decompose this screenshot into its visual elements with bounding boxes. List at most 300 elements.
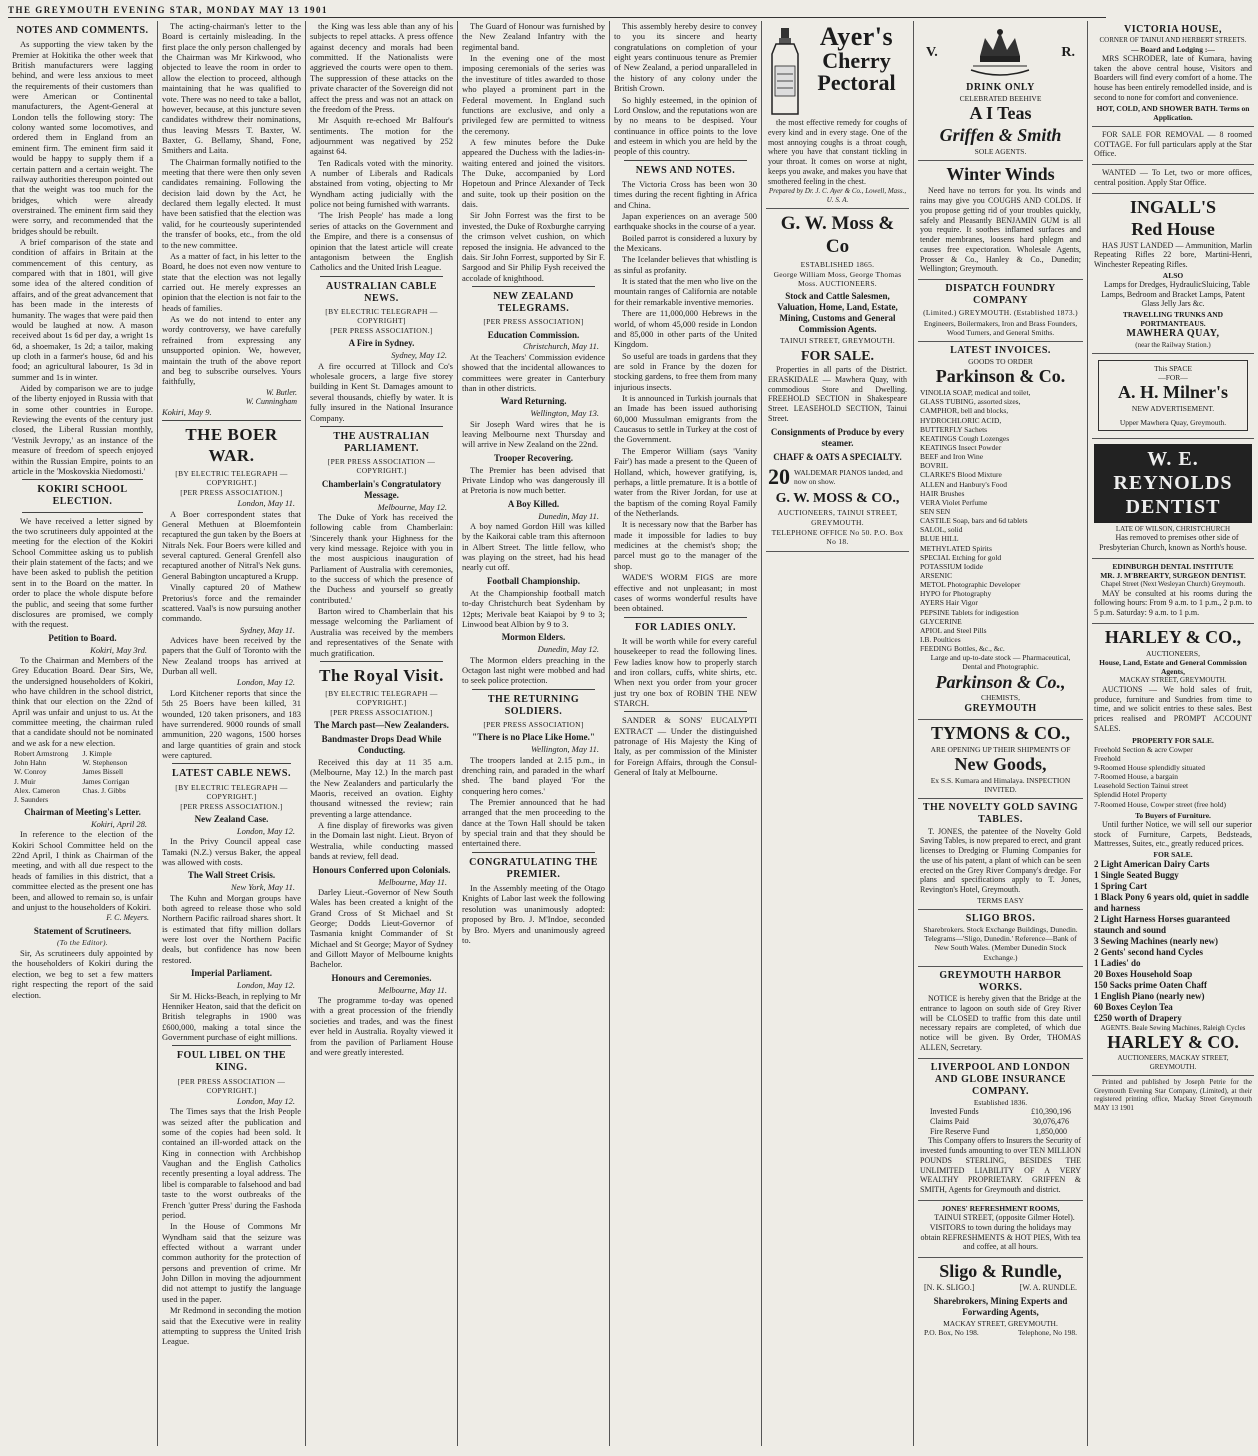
acting-signature: W. Butler. [265, 387, 297, 397]
trunks-line: TRAVELLING TRUNKS AND PORTMANTEAUS. [1122, 310, 1224, 329]
moss-services: Stock and Cattle Salesmen, Valuation, Home, Land, Estate, Mining, Customs and General Commission Agents. [777, 291, 898, 334]
milner-sub: NEW ADVERTISEMENT. [1131, 404, 1215, 414]
soldiers-sub: [PER PRESS ASSOCIATION] [483, 720, 584, 730]
nz-case-heading: New Zealand Case. [194, 813, 269, 824]
drink-only: DRINK ONLY [966, 82, 1035, 93]
libel-paragraph: In the House of Commons Mr Wyndham said that the seizure was effected without a warrant under common authority for the protection of persons and prevention of crime. Mr John Dillon in moving the adjournment did not attempt to justify the language used in the paper. [162, 1221, 301, 1304]
reynolds-title: W. E. REYNOLDS DENTIST [1094, 444, 1252, 523]
drug-item: CASTILE Soap, bars and 6d tablets [920, 516, 1028, 526]
drug-item: KEATINGS Cough Lozenges [920, 433, 1010, 443]
for-sale-item: 3 Sewing Machines (nearly new) [1094, 936, 1218, 947]
for-sale-item: 2 Gents' second hand Cycles [1094, 947, 1204, 958]
for-sale-item: 60 Boxes Ceylon Tea [1094, 1001, 1173, 1012]
property-item: 7-Roomed House, a bargain [1094, 772, 1179, 782]
boer-paragraph: A Boer correspondent states that General Methuen at Bloemfontein recaptured the gun taken by the Boers at Nitrals Nek. Four Boers were killed and several captured. General Grenfell also recaptured another of Nitral's Nek guns. General Babington uncaptured a Krupp. [162, 508, 301, 581]
winter-title: Winter Winds [946, 164, 1055, 185]
liverpool-sub: Established 1836. [973, 1098, 1028, 1108]
sligo-name: [N. K. SLIGO.] [924, 1283, 975, 1293]
honours-dateline: Melbourne, May 11. [378, 876, 447, 887]
pianos-text: WALDEMAR PIANOS landed, and now on show. [794, 467, 903, 486]
ayer-title: Ayer's [819, 22, 894, 51]
chairman-heading: Chairman of Meeting's Letter. [24, 807, 141, 818]
pianos-count: 20 [768, 463, 790, 489]
drug-item: GLASS TUBING, assorted sizes, [920, 397, 1021, 407]
news-item: It is announced in Turkish journals that an Imade has been issued authorising 60,000 Mussulman emigrants from the Caucasus to settle in Turkey at the cost of the Government. [614, 393, 757, 445]
boer-paragraph: Lord Kitchener reports that since the 5th 25 Boers have been killed, 31 wounded, 120 taken prisoners, and 183 have surrendered. 9000 rounds of small ammunition, 220 wagons, 1500 horses and large quantities of grain and stock were captured. [162, 687, 301, 760]
signatory: James Bissell [82, 767, 124, 777]
victoria-title: VICTORIA HOUSE, [1124, 24, 1222, 35]
chairman-signature: F. C. Meyers. [106, 913, 149, 923]
scrutineers-heading: Statement of Scrutineers. [33, 925, 132, 936]
fire-paragraph: A fire occurred at Tillock and Co's wholesale grocers, a large five storey building in Kent St. Damages amount to several thousands, chiefly by water. It is fully insured in the National Insurance Company. [310, 360, 453, 423]
education-dateline: Christchurch, May 11. [522, 341, 599, 352]
sligo-sub: Sharebrokers. Stock Exchange Buildings, Dunedin. [923, 925, 1078, 935]
kokiri-heading: KOKIRI SCHOOL ELECTION. [37, 484, 128, 508]
reynolds-sub: LATE OF WILSON, CHRISTCHURCH [1115, 524, 1231, 533]
property-item: Leasehold Section Tainui street [1094, 781, 1189, 791]
property-item: Splendid Hotel Property [1094, 790, 1167, 800]
ayer-ad [766, 21, 909, 209]
news-item: There are 11,000,000 Hebrews in the world, of whom 45,000 reside in London and 85,000 in other parts of the United Kingdom. [614, 308, 757, 350]
soldiers-title: "There is no Place Like Home." [472, 732, 595, 743]
column-2 [158, 21, 306, 1446]
fund-label: Fire Reserve Fund [930, 1126, 990, 1136]
congrats-heading: CONGRATULATING THE PREMIER. [469, 856, 598, 880]
milner-location: Upper Mawhera Quay, Greymouth. [1119, 417, 1227, 427]
novelty-paragraph: T. JONES, the patentee of the Novelty Gold Saving Tables, is now prepared to erect, and grant licenses to Dredging or Fluming Companies for the use of his patent, a plant of which can be seen erected on the Grey River Company's dredge. For plans and specifications apply to T. Jones, Revington's Hotel, Greymouth. [920, 826, 1081, 894]
rundle-name: [W. A. RUNDLE. [1019, 1283, 1077, 1293]
notes-paragraph: A brief comparison of the state and condition of affairs in Britain at the commencement of this century, as compared with that in 1801, will give some idea of the altered condition of affairs, and of the great advancement that has been made in the interests of humanity. The wages that were paid then would be laughed at now. A mason received about 1s 6d per day, a wright 1s 6d, a shoemaker, 1s 2d; a tailor, making up cloth in a farmer's house, 6d and his food; an agricultural labourer, 1s 3d in summer and 1s in winter. [12, 237, 153, 382]
mormon-heading: Mormon Elders. [501, 632, 566, 643]
royal-paragraph: Received this day at 11 35 a.m. (Melbourne, May 12.) In the march past the New Zealanders and particularly the Maoris, received an ovation. Eighty thousand witnessed the review; rain preventing a large attendance. [310, 756, 453, 819]
sligo-title: SLIGO BROS. [965, 912, 1036, 924]
column-ads-moss [762, 21, 914, 1446]
news-item: The Victoria Cross has been won 30 times during the recent fighting in Africa and China. [614, 178, 757, 210]
news-notes-heading: NEWS AND NOTES. [635, 164, 736, 176]
column-3 [306, 21, 458, 1446]
drug-item: CLARKE'S Blood Mixture [920, 470, 1002, 480]
moss-names: George William Moss, George Thomas Moss. AUCTIONEERS. [773, 269, 902, 288]
chaff-line: CHAFF & OATS A SPECIALTY. [773, 451, 902, 462]
acting-paragraph: The acting-chairman's letter to the Board is certainly misleading. In the first place the only person challenged by the Chairman was Mr Kirkwood, who objected to leave the room in order to allow the election to proceed, although maintaining that he was qualified to vote. There was no need to take a ballot, however, because, at this juncture seven candidates withdrew their nominations, thus leaving Messrs T. Baxter, W. Baxter, G. Bellamy, Shand, Fone, Smithers and Laita. [162, 21, 301, 156]
wanted-paragraph: WANTED — To Let, two or more offices, central position. Apply Star Office. [1094, 168, 1252, 187]
moss-forsale-heading: FOR SALE. [800, 349, 875, 365]
liverpool-paragraph: This Company offers to Insurers the Security of invested funds amounting to over TEN MILLION POUNDS STERLING, BESIDES THE UNLIMITED LIABILITY OF A VERY WEALTHY PROPRIETARY. GRIFFEN & SMITH, Agents for Greymouth and district. [920, 1136, 1081, 1195]
divider [624, 160, 747, 161]
notes-paragraph: As supporting the view taken by the Premier at Hokitika the other week that British manufacturers were lagging behind, and were less anxious to meet the requirements of their customers than were American or Continental manufacturers, the Agent-General at London tells the following story: The colony wanted some locomotives, and ordered them in England from an eminent firm. The eminent firm said it would be happy to supply them if a certain pattern and a certain weight. The railway authorities thereupon pointed out that the weight was too much for the bridges, which were already overstrained. The eminent firm said they were sorry, and recommended that the bridges should be rebuilt. [12, 39, 153, 236]
divider [472, 689, 595, 690]
board-line: — Board and Lodging :— [1131, 44, 1215, 54]
march-heading: The March past—New Zealanders. [314, 720, 449, 731]
signatory: J. Muir [14, 776, 36, 786]
ladies-heading: FOR LADIES ONLY. [635, 621, 736, 633]
acting-paragraph: As a matter of fact, in his letter to the Board, he does not even now venture to state that the election was not legally carried out. He merely expresses an opinion that the election is not fair to the heads of families. [162, 250, 301, 313]
king-paragraph: the King was less able than any of his subjects to repel attacks. A press offence against decency and morals had been committed. If the Nationalists were aggrieved the courts were open to them. The suppression of these attacks on the private character of the Sovereign did not affect the press and was not an attack on the freedom of the Press. [310, 21, 453, 114]
reynolds-ad [1092, 439, 1254, 559]
drug-item: HYDROCHLORIC ACID, [920, 415, 1002, 425]
nz-telegrams-heading: NEW ZEALAND TELEGRAMS. [493, 290, 574, 315]
property-title: PROPERTY FOR SALE. [1132, 735, 1214, 745]
drug-item: ALLEN and Hanbury's Food [920, 479, 1007, 489]
signatory: W. Conroy [14, 767, 47, 777]
boer-paragraph: Advices have been received by the papers that the Gulf of Toronto with the New Zealand troops has arrived at Durban all well. [162, 635, 301, 677]
beehive-ad [918, 21, 1083, 161]
harley-title-2: HARLEY & CO. [1107, 1032, 1239, 1053]
imprint: Printed and published by Joseph Petrie for the Greymouth Evening Star Company, (Limited), at their registered printing office, Mackay Street Greymouth MAY 13 1901 [1094, 1078, 1252, 1112]
goods-to-order: GOODS TO ORDER [968, 357, 1033, 367]
royal-visit-heading: The Royal Visit. [319, 665, 444, 685]
divider [320, 661, 443, 662]
divider [472, 852, 595, 853]
trooper-heading: Trooper Recovering. [494, 452, 573, 463]
liverpool-title: LIVERPOOL AND LONDON AND GLOBE INSURANCE COMPANY. [930, 1061, 1071, 1097]
red-house-title: Red House [1131, 218, 1215, 239]
dispatch-services: Engineers, Boilermakers, Iron and Brass Founders, Wood Turners, and General Smiths. [923, 318, 1078, 337]
drug-item: POTASSIUM Iodide [920, 561, 983, 571]
football-heading: Football Championship. [486, 575, 581, 586]
wall-street-heading: The Wall Street Crisis. [187, 870, 276, 881]
ayer-paragraph: the most effective remedy for coughs of every kind and in every stage. One of the most annoying coughs is a throat cough, where you have that constant tickling in your throat. It comes on worse at night, keeps you awake, and makes you have that smothered feeling in the chest. [768, 118, 907, 186]
harbor-title: GREYMOUTH HARBOR WORKS. [939, 969, 1062, 993]
bottle-icon [768, 26, 802, 118]
for-sale-item: 150 Sacks prime Oaten Chaff [1094, 979, 1207, 990]
wanted-ad [1092, 165, 1254, 194]
column-6 [914, 21, 1088, 1446]
imperial-paragraph: Sir M. Hicks-Beach, in replying to Mr Henniker Heaton, said that the deficit on British telegraphs in 1900 was £600,000, making a total since the Government purchase of eight millions. [162, 990, 301, 1042]
for-sale-item: 2 Light American Dairy Carts [1094, 859, 1210, 870]
bandmaster-heading: Bandmaster Drops Dead While Conducting. [321, 734, 442, 755]
chairman-paragraph: In reference to the election of the Kokiri School Committee held on the 22nd April, I think as Chairman of the meeting, and with all due respect to the heads of families in this district, that a committee elected as the present one has been, and allowed to remain so, is unfair and unjust to the householders of Kokiri. [12, 829, 153, 912]
for-sale-item: 1 Spring Cart [1094, 881, 1148, 892]
signatory: John Hahn [14, 758, 47, 768]
rooms-ad [918, 1201, 1083, 1258]
ward-dateline: Wellington, May 13. [530, 408, 599, 419]
honours-paragraph: Darley Lieut.-Governor of New South Wales has been created a knight of the Grand Cross of St Michael and St George; Dodds Lieut-Governor of Tasmania knight Commander of St Michael and St George; Mayor of Sydney and Gillott Mayor of Melbourne knights Bachelor. [310, 886, 453, 970]
acting-signature: W. Cunningham [245, 397, 297, 407]
signatories [12, 749, 153, 804]
for-sale-item: 20 Boxes Household Soap [1094, 968, 1193, 979]
sligo-ad [918, 910, 1083, 967]
mcbrearty-title: MR. J. M'BREARTY, SURGEON DENTIST. [1100, 571, 1246, 581]
premier-paragraph: This assembly hereby desire to convey to you its sincere and hearty congratulations on completion of your eight years continuous tenure as Premier of New Zealand, a period unparalleled in the history of any colony under the British Crown. [614, 21, 757, 94]
harbor-ad [918, 967, 1083, 1059]
cable-sub: [PER PRESS ASSOCIATION.] [180, 801, 283, 811]
news-item: It is stated that the men who live on the mountain ranges of California are notable for their remarkable inventive memories. [614, 276, 757, 307]
vr-right: R. [1061, 45, 1075, 61]
pianos-line [768, 464, 907, 491]
guard-paragraph: The Guard of Honour was furnished by the New Zealand Infantry with the regimental band. [462, 21, 605, 52]
divider [172, 763, 291, 764]
drug-item: BOVRIL [920, 461, 948, 471]
signatory: J. Saunders [14, 794, 49, 804]
drug-item: HAIR Brushes [920, 488, 965, 498]
for-sale-item: 1 Ladies' do [1094, 958, 1141, 968]
terms-easy: TERMS EASY [977, 895, 1024, 905]
boy-killed-heading: A Boy Killed. [507, 498, 560, 509]
moss-ad [766, 209, 909, 552]
parliament-sub: [PER PRESS ASSOCIATION — COPYRIGHT.] [327, 457, 436, 476]
moss-footer-sub: AUCTIONEERS, TAINUI STREET, GREYMOUTH. [777, 508, 898, 527]
cherry-title: Cherry Pectoral [817, 48, 896, 95]
divider [22, 479, 143, 480]
football-paragraph: At the Championship football match to-day Christchurch beat Sydenham by 12pts; Merivale beat Kaiapoi by 9 to 3; Linwood beat Albion by 9 to 3. [462, 587, 605, 629]
property-list [1094, 745, 1252, 809]
mcbrearty-ad [1092, 559, 1254, 624]
libel-paragraph: The Times says that the Irish People was seized after the publication and some of the copies had been sold. It contained an ill-worded attack on the King in connection with Archbishop Vaughan and the English Catholics recently presenting a loyal address. The libel is comparable to falsehood and bad taste to the worst outbreaks of the French 'gutter Press' during the Fashoda period. [162, 1106, 301, 1220]
drug-item: FEEDING Bottles, &c., &c. [920, 644, 1005, 654]
fire-dateline: Sydney, May 12. [391, 350, 447, 361]
reynolds-paragraph: Has removed to premises other side of Presbyterian Church, known as North's house. [1099, 533, 1247, 553]
wall-street-paragraph: The Kuhn and Morgan groups have both agreed to release those who sold Northern Pacific railroad shares short. It is estimated that fifty million dollars were lost over the Northern Pacific deals, but confidence has now been restored. [162, 892, 301, 965]
mcbrearty-paragraph: MAY be consulted at his rooms during the following hours: From 9 a.m. to 1 p.m., 2 p.m. to 5 p.m. Saturday: 9 a.m. to 1 p.m. [1094, 588, 1252, 618]
winter-ad [918, 161, 1083, 280]
education-paragraph: At the Teachers' Commission evidence showed that the incidental allowances to committees were greater in Canterbury than in other districts. [462, 351, 605, 393]
honours-heading: Honours Conferred upon Colonials. [312, 864, 451, 875]
mormon-paragraph: The Mormon elders preaching in the Octagon last night were mobbed and had to seek police protection. [462, 654, 605, 686]
acting-paragraph: The Chairman formally notified to the meeting that there were then only seven candidates remaining. Following the decision laid down by the Act, he declared them legally elected. It must have been satisfied that the election was valid, for he courteously superintended the transfer of books, etc., from the old to the new committee. [162, 156, 301, 250]
sligo-rundle-address: MACKAY STREET, GREYMOUTH. [943, 1318, 1058, 1328]
soldiers-paragraph: The troopers landed at 2.15 p.m., in drenching rain, and paraded in the wharf shed. The band played 'For the conquering hero comes.' [462, 754, 605, 796]
for-sale-title: FOR SALE. [1153, 850, 1193, 860]
for-sale-item: £250 worth of Drapery [1094, 1012, 1182, 1023]
drug-list [920, 388, 1081, 653]
fund-value: 30,076,476 [1033, 1116, 1069, 1126]
chemists-label: CHEMISTS, [981, 693, 1020, 703]
aus-cable-sub: [BY ELECTRIC TELEGRAPH — COPYRIGHT] [325, 307, 438, 326]
drug-item: METOL Photographic Developer [920, 580, 1021, 590]
sale-removal-ad [1092, 127, 1254, 165]
chamberlain-heading: Chamberlain's Congratulatory Message. [321, 478, 442, 500]
drug-item: SALOL, solid [920, 525, 963, 535]
fund-value: £10,390,196 [1031, 1107, 1071, 1117]
sole-agents: SOLE AGENTS. [974, 147, 1027, 157]
drug-item: METHYLATED Spirits [920, 543, 992, 553]
sligo-rundle-title: Sligo & Rundle, [939, 1261, 1062, 1282]
ward-paragraph: Sir Joseph Ward wires that he is leaving Melbourne next Thursday and will arrive in New Zealand on the 22nd. [462, 418, 605, 450]
buyers-paragraph: Until further Notice, we will sell our superior stock of Furniture, Carpets, Bedsteads, Mattresses, Suites, etc., greatly reduced prices. [1094, 819, 1252, 849]
beehive-line: CELEBRATED BEEHIVE [959, 94, 1042, 104]
sligo-rundle-ad [918, 1258, 1083, 1341]
news-item: The Icelander believes that whistling is as sinful as profanity. [614, 254, 757, 275]
divider [624, 617, 747, 618]
drug-item: KEATINGS Insect Powder [920, 443, 1002, 452]
news-item: So useful are toads in gardens that they are sold in France by the dozen for stocking gardens, to free them from many injurious insects. [614, 350, 757, 392]
rooms-paragraph: TAINUI STREET, (opposite Gilmer Hotel). VISITORS to town during the holidays may obtain REFRESHMENTS & HOT PIES, With tea and coffee, at all hours. [920, 1213, 1081, 1252]
moss-address: TAINUI STREET, GREYMOUTH. [779, 335, 896, 345]
ingalls-address: MAWHERA QUAY, [1126, 328, 1220, 340]
cable-heading: LATEST CABLE NEWS. [172, 768, 291, 780]
ingalls-address-sub: (near the Railway Station.) [1135, 340, 1211, 349]
moss-forsale-paragraph: Properties in all parts of the District. ERASKIDALE — Mawhera Quay, with commodious Store and Dwelling. FREEHOLD SECTION in Shakespeare Street. LEASEHOLD SECTION, Tainui Street. [768, 365, 907, 423]
ceremonies-heading: Honours and Ceremonies. [331, 972, 432, 983]
column-5 [610, 21, 762, 1446]
imperial-heading: Imperial Parliament. [191, 968, 272, 979]
boer-sub: [BY ELECTRIC TELEGRAPH — COPYRIGHT.] [175, 468, 288, 488]
king-paragraph: Ten Radicals voted with the minority. A number of Liberals and Radicals abstained from voting, objecting to Mr Wyndham acting judicially with the police not being furnished with warrants. [310, 157, 453, 210]
latest-invoices: LATEST INVOICES. [950, 344, 1051, 356]
ingalls-title: INGALL'S [1129, 196, 1217, 217]
drug-item: SEN SEN [920, 506, 951, 516]
new-goods-title: New Goods, [954, 753, 1047, 774]
drug-item: SPECIAL Etching for gold [920, 552, 1002, 562]
winter-paragraph: Need have no terrors for you. Its winds and rains may give you COUGHS AND COLDS. If you propose getting rid of your troubles quickly, safely and Pleasantly BENJAMIN GUM is all you require. It soothes inflamed surfaces and tender membranes, loosens hard phlegm and causes free expectoration. Wholesale Agents, Prosser & Co., Hanley & Co., Dunedin; Wellington; Greymouth. [920, 186, 1081, 274]
ceremonies-paragraph: The programme to-day was opened with a great procession of the friendly societies and trades, and was the finest ever held in Australia. Royalty viewed it from the pavilion of Parliament House and were greatly interested. [310, 995, 453, 1057]
victoria-ad [1092, 21, 1254, 127]
lamps-paragraph: Lamps for Dredges, HydraulicSluicing, Table Lamps, Bedroom and Bracket Lamps, Patent Glass Jelly Jars &c. [1101, 279, 1250, 309]
signatory: Chas. J. Gibbs [82, 785, 126, 795]
victoria-sub: CORNER OF TAINUI AND HERBERT STREETS. [1099, 36, 1247, 45]
fund-value: 1,850,000 [1035, 1126, 1067, 1136]
royal-sub: [PER PRESS ASSOCIATION.] [330, 707, 433, 717]
po-box: P.O. Box, No 198. [924, 1327, 979, 1337]
wade-paragraph: WADE'S WORM FIGS are more effective and not unpleasant; in most cases of worms wonderful results have been obtained. [614, 572, 757, 614]
buyers-title: To Buyers of Furniture. [1135, 810, 1211, 820]
boy-killed-paragraph: A boy named Gordon Hill was killed by the Kaikorai cable tram this afternoon in Albert Street. The little fellow, who was playing on the street, had his head nearly cut off. [462, 521, 605, 573]
news-item: The Emperor William (says 'Vanity Fair') has made a present to the Queen of Holland, which, however gratifying, is, perhaps, a little premature. It is a bottle of water from the River Jordan, for use at the baptism of the coming Royal Family of the Netherlands. [614, 445, 757, 518]
acting-paragraph: As we do not intend to enter any wordy controversy, we have carefully refrained from expressing any unsupported opinion. We, however, maintain the truth of the above report and beg to subscribe ourselves. Yours faithfully, [162, 314, 301, 387]
divider [162, 420, 301, 421]
masthead [8, 4, 1106, 18]
fire-heading: A Fire in Sydney. [348, 338, 415, 349]
boer-dateline: London, May 11. [237, 498, 295, 509]
telephone: Telephone, No 198. [1017, 1327, 1077, 1337]
news-item: Boiled parrot is considered a luxury by the Mexicans. [614, 232, 757, 254]
for-sale-item: 1 English Piano (nearly new) [1094, 990, 1205, 1001]
crown-crest-icon [965, 26, 1035, 80]
boer-dateline: London, May 12. [236, 677, 295, 688]
sander-paragraph: SANDER & SONS' EUCALYPTI EXTRACT — Under the distinguished patronage of His Majesty the King of Italy, as per commission of the Minister for Foreign Affairs, through the Consul-General of Italy at Melbourne. [614, 715, 757, 778]
milner-box [1098, 360, 1248, 431]
tymons-sub: ARE OPENING UP THEIR SHIPMENTS OF [930, 744, 1071, 754]
moss-title: G. W. Moss & Co [780, 213, 895, 258]
ward-heading: Ward Returning. [500, 396, 567, 407]
signatory: James Corrigan [82, 776, 130, 786]
fund-label: Claims Paid [930, 1116, 969, 1126]
column-1 [8, 21, 158, 1446]
drug-item: GLYCERINE [920, 616, 962, 626]
signatory: Alex. Cameron [14, 785, 60, 795]
column-4 [458, 21, 610, 1446]
king-paragraph: 'The Irish People' has made a long series of attacks on the Government and the Empire, and there is a consensus of opinion that the latest article will create antagonism between the English Catholics and the United Irish League. [310, 210, 453, 273]
novelty-ad [918, 799, 1083, 910]
agents-line: AGENTS. Beale Sewing Machines, Raleigh Cycles [1100, 1023, 1246, 1032]
for-label: —FOR— [1158, 373, 1188, 383]
harley-address: MACKAY STREET, GREYMOUTH. [1119, 676, 1227, 685]
funds-table [920, 1107, 1081, 1136]
for-sale-list [1094, 859, 1252, 1024]
drug-item: HYPO for Photography [920, 589, 992, 599]
ayer-footer: Prepared by Dr. J. C. Ayer & Co., Lowell, Mass., U. S. A. [768, 187, 907, 204]
king-paragraph: Mr Asquith re-echoed Mr Balfour's sentiments. The motion for the adjournment was negatived by 252 against 64. [310, 115, 453, 157]
dispatch-sub: (Limited.) GREYMOUTH. (Established 1873.) [923, 308, 1078, 318]
kokiri-paragraph: We have received a letter signed by the two scrutineers duly appointed at the meeting for the election of the Kokiri School Committee asking us to publish their plain statement of the facts; and we have been asked to publish the petition sent in to the Board on the matter. In order to place the whole dispute before the public, and seeing that some further disclosures are promised, we comply with the request. [12, 515, 153, 630]
sligo-rundle-names [920, 1283, 1081, 1293]
masthead-title: THE GREYMOUTH EVENING STAR, MONDAY MAY 13 1901 [8, 5, 329, 16]
property-item: 7-Roomed House, Cowper street (free hold) [1094, 799, 1227, 809]
parkinson-title: Parkinson & Co. [935, 366, 1066, 387]
nz-case-dateline: London, May 12. [236, 825, 295, 836]
divider [624, 711, 747, 712]
consign-line: Consignments of Produce by every steamer. [770, 426, 905, 448]
ladies-paragraph: It will be worth while for every careful housekeeper to read the following lines. Few ladies know how to properly starch and iron collars, cuffs, white shirts, etc. When next you order from your grocer just try one box of ROBIN THE NEW STARCH. [614, 635, 757, 708]
soldiers-dateline: Wellington, May 11. [531, 744, 599, 755]
ingalls-ad [1092, 194, 1254, 355]
dispatch-title: DISPATCH FOUNDRY COMPANY [945, 283, 1056, 307]
libel-heading: FOUL LIBEL ON THE KING. [176, 1050, 287, 1074]
signatory: J. Kimple [82, 749, 112, 759]
space-label: This SPACE [1154, 364, 1192, 374]
for-sale-item: 2 Light Harness Horses guaranteed staunch and sound [1094, 914, 1230, 936]
soldiers-paragraph: The Premier announced that he had arranged that the men proceeding to the dance at the Town Hall should be taken by special train and that they should be entertained there. [462, 796, 605, 849]
milner-ad [1092, 354, 1254, 439]
moss-sub: ESTABLISHED 1865. [800, 259, 875, 269]
novelty-title: THE NOVELTY GOLD SAVING TABLES. [922, 802, 1079, 826]
sligo-paragraph: Telegrams—'Sligo, Dunedin.' Reference—Bank of New South Wales. (Member Dunedin Stock Exchange.) [924, 934, 1077, 962]
royal-paragraph: A fine display of fireworks was given in the Domain last night. Lieut. Bryon of Westralia, while conducting massed bands at review, fell dead. [310, 820, 453, 862]
moss-footer-tel: TELEPHONE OFFICE No 50. P.O. Box No 18. [771, 527, 904, 546]
teas-title: A I Teas [969, 103, 1032, 124]
chamberlain-dateline: Melbourne, May 12. [377, 501, 447, 512]
boer-heading: THE BOER WAR. [185, 425, 278, 466]
scrutineers-sub: (To the Editor). [57, 937, 108, 947]
also-label: ALSO [1162, 270, 1184, 280]
congrats-paragraph: In the Assembly meeting of the Otago Knights of Labor last week the following resolution was unanimously adopted: proposed by Bro. J. M'Indoe, seconded by Bro. Myers and unanimously agreed to. [462, 883, 605, 945]
divider [320, 426, 443, 427]
wall-street-dateline: New York, May 11. [231, 882, 295, 893]
scrutineers-paragraph: Sir, As scrutineers duly appointed by the householders of Kokiri during the election, we beg to set a few matters right respecting the report of the said election. [12, 948, 153, 1000]
property-item: Freehold [1094, 753, 1121, 763]
aus-cable-sub: [PER PRESS ASSOCIATION.] [330, 326, 433, 336]
harley-ad [1092, 624, 1254, 1076]
petition-dateline: Kokiri, May 3rd. [90, 644, 147, 655]
petition-paragraph: To the Chairman and Members of the Grey Education Board. Dear Sirs, We, the undersigned householders of Kokiri, who have children in the school district, think that our election on the 22nd of April was unfair and unjust to us. At the committee meeting, the chairman ruled that a candidate should not be nominated and we ask for a new election. [12, 654, 153, 748]
acting-place: Kokiri, May 9. [162, 407, 212, 418]
edinburgh-title: EDINBURGH DENTAL INSTITUTE [1112, 561, 1234, 571]
royal-sub: [BY ELECTRIC TELEGRAPH — COPYRIGHT.] [325, 688, 438, 707]
for-sale-item: 1 Single Seated Buggy [1094, 870, 1179, 881]
divider [172, 1045, 291, 1046]
tymons-title: TYMONS & CO., [931, 722, 1070, 743]
news-item: It is necessary now that the Barber has made it impossible for ladies to buy medicines at the chemist's shop; the parcel must go to the manager of the shop. [614, 519, 757, 571]
columns [8, 21, 1252, 1446]
liverpool-ad [918, 1059, 1083, 1201]
property-item: Freehold Section & acre Cowper [1094, 744, 1193, 754]
drug-item: ARSENIC [920, 570, 953, 580]
ceremonies-dateline: Melbourne, May 11. [378, 984, 447, 995]
harley-title: HARLEY & CO., [1104, 626, 1242, 647]
parkinson-title-2: Parkinson & Co., [935, 671, 1066, 692]
mormon-dateline: Dunedin, May 12. [537, 644, 599, 655]
sligo-rundle-contact [920, 1328, 1081, 1337]
guard-paragraph: Sir John Forrest was the first to be invested, the Duke of Roxburghe carrying the crimson velvet cushion, on which reposed the insignia. He advanced to the dais. Sir John Forrest, supported by Sir F. Sargood and Sir Philip Fysh received the accolade of knighthood. [462, 210, 605, 283]
notes-paragraph: Aided by comparison we are to judge of the liberty enjoyed in Russia with that in some other countries in Europe. Reviewing the events of the century just closed, the Liberal Russian monthly, 'Vestnik Jevropy,' as an instance of the measure of freedom of speech enjoyed within the Russian Empire, points to an article in the 'Moskovskia Niedomosti.' [12, 383, 153, 476]
for-sale-item: 1 Black Pony 6 years old, quiet in saddle and harness [1094, 892, 1249, 914]
libel-paragraph: Mr Redmond in seconding the motion said that the Executive were in reality attempting to suppress the United Irish League. [162, 1305, 301, 1347]
mcbrearty-sub: Chapel Street (Next Wesleyan Church) Greymouth. [1100, 580, 1246, 589]
imperial-dateline: London, May 12. [236, 980, 295, 991]
chamberlain-paragraph: Barton wired to Chamberlain that his message welcoming the Parliament of Australia was received by the members and representatives of the Senate with much gratification. [310, 606, 453, 658]
news-item: Japan experiences on an average 500 earthquake shocks in the course of a year. [614, 210, 757, 232]
nz-case-paragraph: In the Privy Council appeal case Tamaki (N.Z.) versus Baker, the appeal was allowed with costs. [162, 836, 301, 867]
new-goods-sub: Ex S.S. Kumara and Himalaya. INSPECTION INVITED. [930, 775, 1071, 794]
guard-paragraph: In the evening one of the most imposing ceremonials of the series was the investiture of titles awarded to those who played a prominent part in the Federal movement. In England such functions are exclusive, and only a privileged few are permitted to witness the ceremony. [462, 53, 605, 136]
signatory: Robert Armstrong [14, 749, 69, 759]
guard-paragraph: A few minutes before the Duke appeared the Duchess with the ladies-in-waiting entered and joined the visitors. The Duke, accompanied by Lord Hopetoun and Prince Alexander of Teck and suite, took up their position on the dais. [462, 136, 605, 210]
vr-left: V. [926, 45, 938, 61]
property-item: 9-Roomed House splendidly situated [1094, 763, 1206, 773]
harley-sub-2: AUCTIONEERS, MACKAY STREET, GREYMOUTH. [1117, 1054, 1229, 1071]
tymons-ad [918, 720, 1083, 799]
